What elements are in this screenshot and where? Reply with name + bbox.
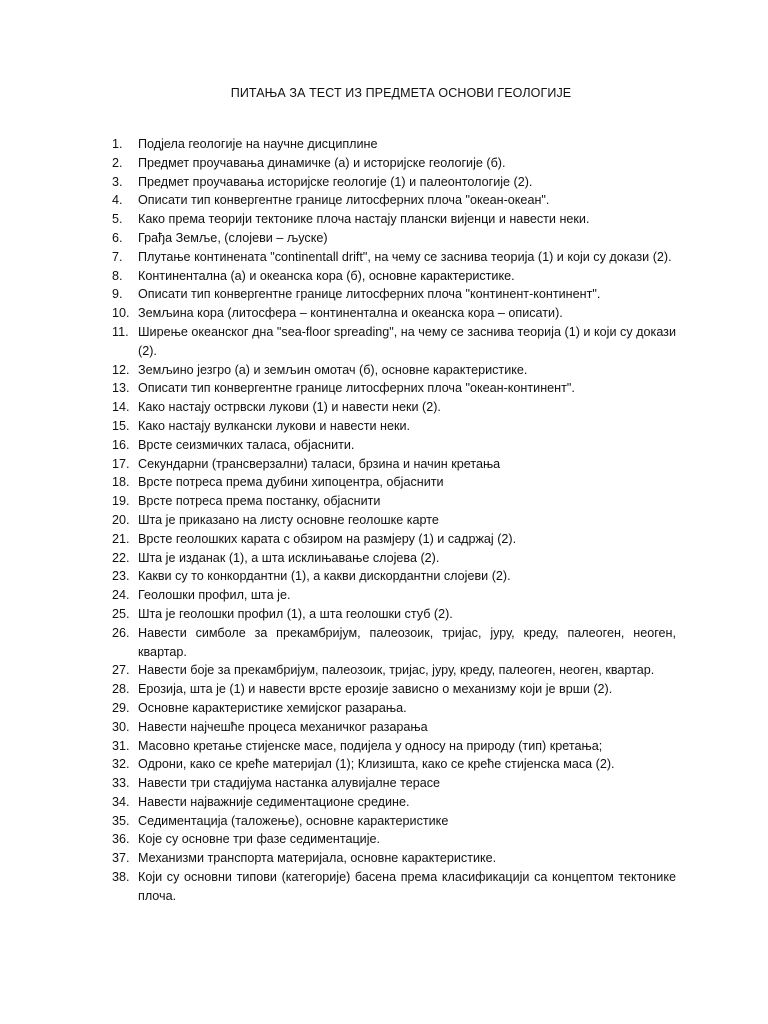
question-item — [112, 511, 676, 530]
question-text: Седиментација (таложење), основне карактеристике — [138, 813, 449, 828]
question-number: 38. — [112, 870, 130, 885]
question-number: 19. — [112, 494, 130, 509]
question-number: 6. — [112, 230, 123, 245]
question-text: Навести симболе за прекамбријум, палеозоик, тријас, јуру, креду, палеоген, неоген, квартар. — [138, 625, 676, 659]
question-item — [112, 455, 676, 474]
question-number: 17. — [112, 456, 130, 471]
question-item — [112, 417, 676, 436]
question-item — [112, 812, 676, 831]
question-text: Описати тип конвергентне границе литосферних плоча "континент-континент". — [138, 287, 601, 302]
question-text: Основне карактеристике хемијског разарања. — [138, 700, 407, 715]
question-item — [112, 154, 676, 173]
question-text: Навести три стадијума настанка алувијалне терасе — [138, 776, 441, 791]
question-text: Механизми транспорта материјала, основне карактеристике. — [138, 851, 497, 866]
question-number: 5. — [112, 212, 123, 227]
question-item — [112, 173, 676, 192]
question-number: 33. — [112, 776, 130, 791]
question-item — [112, 868, 676, 906]
question-item — [112, 323, 676, 361]
question-number: 4. — [112, 193, 123, 208]
question-item — [112, 361, 676, 380]
question-number: 10. — [112, 306, 130, 321]
question-text: Земљино језгро (а) и земљин омотач (б), основне карактеристике. — [138, 362, 528, 377]
question-text: Описати тип конвергентне границе литосферних плоча "океан-континент". — [138, 381, 575, 396]
question-text: Ерозија, шта је (1) и навести врсте ерозије зависно о механизму који је врши (2). — [138, 682, 613, 697]
question-text: Шта је геолошки профил (1), а шта геолошки стуб (2). — [138, 606, 453, 621]
question-text: Врсте потреса према дубини хипоцентра, објаснити — [138, 475, 444, 490]
question-text: Континентална (а) и океанска кора (б), основне карактеристике. — [138, 268, 515, 283]
question-item — [112, 210, 676, 229]
question-text: Како настају вулкански лукови и навести неки. — [138, 418, 411, 433]
question-text: Какви су то конкордантни (1), а какви дискордантни слојеви (2). — [138, 569, 511, 584]
question-item — [112, 586, 676, 605]
question-text: Навести боје за прекамбријум, палеозоик, тријас, јуру, креду, палеоген, неоген, квартар. — [138, 663, 655, 678]
question-number: 11. — [112, 324, 129, 339]
question-number: 35. — [112, 813, 130, 828]
question-item — [112, 248, 676, 267]
question-text: Које су основне три фазе седиментације. — [138, 832, 381, 847]
question-number: 9. — [112, 287, 123, 302]
question-item — [112, 718, 676, 737]
question-number: 2. — [112, 155, 123, 170]
question-number: 1. — [112, 137, 123, 151]
question-number: 22. — [112, 550, 130, 565]
question-item — [112, 661, 676, 680]
question-item — [112, 304, 676, 323]
question-number: 34. — [112, 794, 130, 809]
question-text: Секундарни (трансверзални) таласи, брзина и начин кретања — [138, 456, 501, 471]
question-text: Геолошки профил, шта је. — [138, 588, 291, 603]
question-text: Врсте сеизмичких таласа, објаснити. — [138, 437, 355, 452]
question-item — [112, 699, 676, 718]
question-item — [112, 530, 676, 549]
question-text: Како према теорији тектонике плоча настају плански вијенци и навести неки. — [138, 212, 590, 227]
question-text: Масовно кретање стијенске масе, подијела у односу на природу (тип) кретања; — [138, 738, 603, 753]
question-number: 8. — [112, 268, 123, 283]
question-number: 29. — [112, 700, 130, 715]
question-number: 25. — [112, 606, 130, 621]
question-text: Предмет проучавања динамичке (а) и историјске геологије (б). — [138, 155, 506, 170]
question-item — [112, 135, 676, 154]
question-number: 23. — [112, 569, 130, 584]
question-item — [112, 774, 676, 793]
question-text: Шта је приказано на листу основне геолошке карте — [138, 512, 439, 527]
question-text: Плутање континената "continentall drift", на чему се заснива теорија (1) и који су докази (2). — [138, 249, 672, 264]
question-number: 37. — [112, 851, 130, 866]
question-item — [112, 398, 676, 417]
question-item — [112, 473, 676, 492]
question-item — [112, 755, 676, 774]
question-text: Врсте потреса према постанку, објаснити — [138, 494, 381, 509]
question-item — [112, 567, 676, 586]
question-number: 27. — [112, 663, 130, 678]
question-number: 31. — [112, 738, 130, 753]
question-item — [112, 737, 676, 756]
question-item — [112, 849, 676, 868]
question-text: Земљина кора (литосфера – континентална и океанска кора – описати). — [138, 306, 563, 321]
question-list — [112, 135, 676, 906]
page-title: ПИТАЊА ЗА ТЕСТ ИЗ ПРЕДМЕТА ОСНОВИ ГЕОЛОГИЈЕ — [230, 86, 572, 100]
question-number: 14. — [112, 400, 130, 415]
question-text: Који су основни типови (категорије) басена према класификацији са концептом тектонике плоча. — [138, 870, 676, 903]
question-text: Навести најчешће процеса механичког разарања — [138, 719, 428, 734]
question-text: Описати тип конвергентне границе литосферних плоча "океан-океан". — [138, 193, 550, 208]
question-text: Ширење океанског дна "sea-floor spreading", на чему се заснива теорија (1) и који су докази (2). — [138, 324, 676, 358]
question-item — [112, 229, 676, 248]
question-number: 26. — [112, 625, 130, 640]
question-number: 18. — [112, 475, 130, 490]
question-number: 15. — [112, 418, 130, 433]
question-number: 7. — [112, 249, 123, 264]
question-text: Како настају острвски лукови (1) и навести неки (2). — [138, 400, 441, 415]
question-number: 36. — [112, 832, 130, 847]
question-text: Грађа Земље, (слојеви – љуске) — [138, 230, 328, 245]
question-text: Шта је изданак (1), а шта исклињавање слојева (2). — [138, 550, 440, 565]
question-item — [112, 285, 676, 304]
question-item — [112, 830, 676, 849]
question-item — [112, 624, 676, 662]
question-text: Врсте геолошких карата с обзиром на размјеру (1) и садржај (2). — [138, 531, 517, 546]
question-text: Подјела геологије на научне дисциплине — [138, 137, 378, 151]
question-item — [112, 379, 676, 398]
question-number: 28. — [112, 682, 130, 697]
question-item — [112, 267, 676, 286]
question-item — [112, 436, 676, 455]
question-number: 24. — [112, 588, 130, 603]
question-number: 32. — [112, 757, 130, 772]
question-number: 3. — [112, 174, 123, 189]
question-number: 16. — [112, 437, 130, 452]
question-number: 21. — [112, 531, 130, 546]
question-item — [112, 793, 676, 812]
question-number: 12. — [112, 362, 130, 377]
question-item — [112, 605, 676, 624]
question-text: Навести најважније седиментационе средине. — [138, 794, 410, 809]
question-text: Предмет проучавања историјске геологије (1) и палеонтологије (2). — [138, 174, 533, 189]
question-text: Одрони, како се креће материјал (1); Клизишта, како се креће стијенска маса (2). — [138, 757, 615, 772]
question-item — [112, 191, 676, 210]
question-number: 30. — [112, 719, 130, 734]
question-number: 20. — [112, 512, 130, 527]
question-item — [112, 492, 676, 511]
question-item — [112, 549, 676, 568]
question-number: 13. — [112, 381, 130, 396]
question-item — [112, 680, 676, 699]
